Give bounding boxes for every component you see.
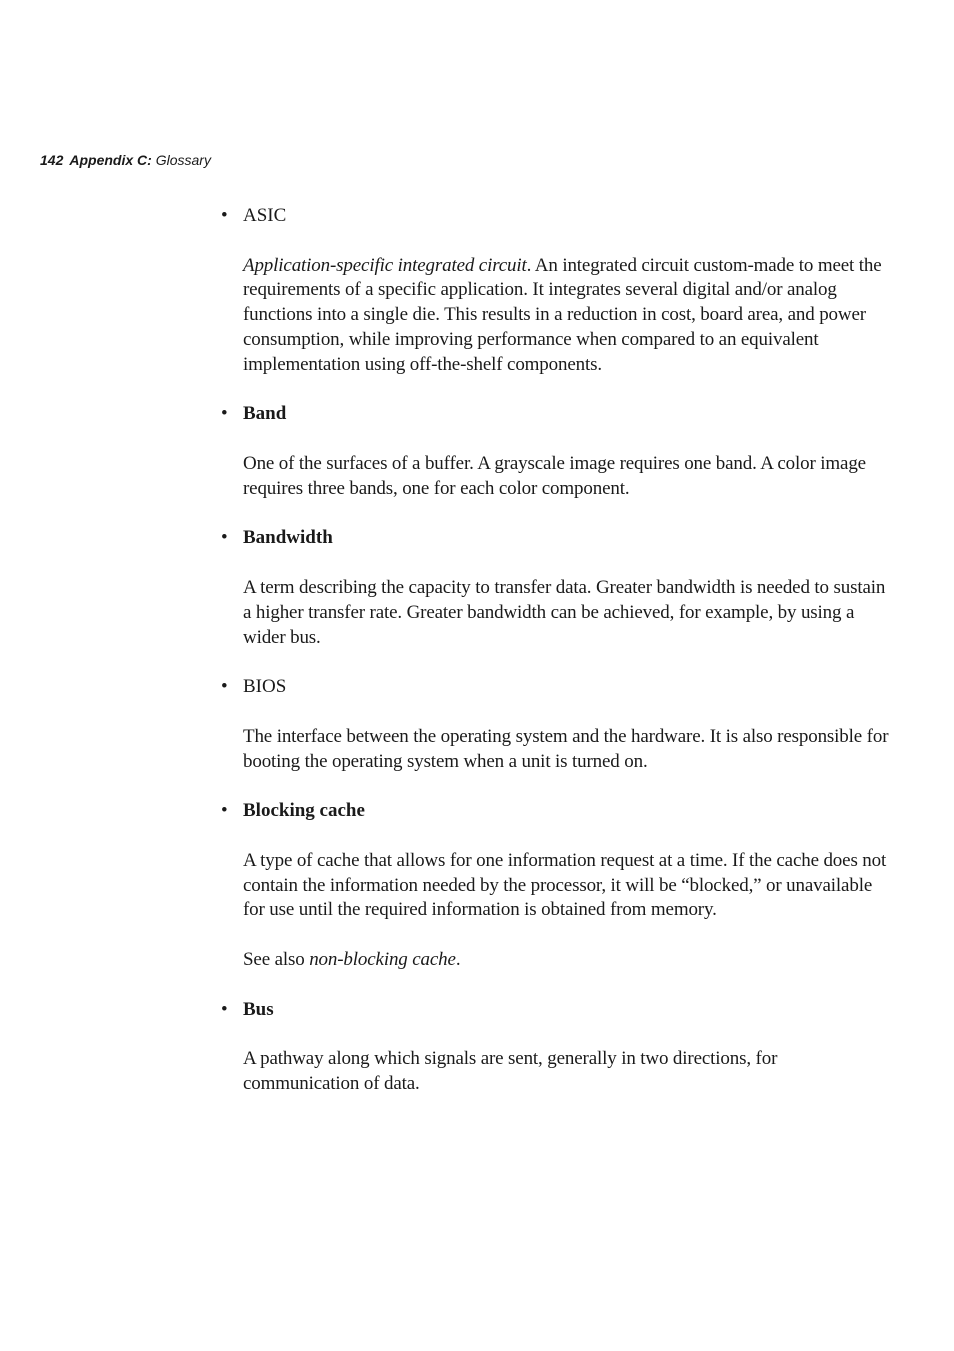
bullet: •	[221, 676, 228, 698]
bullet: •	[221, 998, 228, 1020]
term-bandwidth: Bandwidth	[243, 527, 333, 549]
glossary-entries	[221, 204, 891, 1097]
glossary-term	[221, 675, 891, 700]
term-bus: Bus	[243, 998, 274, 1020]
bullet: •	[221, 527, 228, 549]
chapter-label: Appendix C:	[69, 152, 152, 168]
bullet: •	[221, 205, 228, 226]
definition-band: One of the surfaces of a buffer. A grayscale image requires one band. A color image requires three bands, one for each color component.	[243, 452, 866, 499]
definition-bandwidth: A term describing the capacity to transfer data. Greater bandwidth is needed to sustain a higher transfer rate. Greater bandwidth can be achieved, for example, by using a wider bus.	[243, 576, 886, 648]
running-head	[40, 151, 211, 169]
glossary-term	[221, 402, 891, 427]
glossary-term	[221, 526, 891, 551]
definition-italic: Application-specific integrated circuit	[243, 254, 527, 276]
glossary-term	[221, 998, 891, 1023]
bullet: •	[221, 800, 228, 822]
glossary-term	[221, 799, 891, 824]
section-title: Glossary	[155, 152, 211, 168]
term-band: Band	[243, 403, 287, 425]
definition-blocking-cache: A type of cache that allows for one information request at a time. If the cache does not contain the information needed by the processor, it will be “blocked,” or unavailable for use until the required information is obtained from memory.	[243, 849, 887, 921]
see-also-prefix: See also	[243, 948, 310, 970]
see-also	[221, 948, 891, 973]
definition-bios: The interface between the operating system and the hardware. It is also responsible for booting the operating system when a unit is turned on.	[243, 725, 889, 772]
term-bios: BIOS	[243, 676, 287, 698]
definition-asic	[221, 254, 891, 378]
definition-text: . An integrated circuit custom-made to meet the requirements of a specific application. It integrates several digital and/or analog functions into a single die. This results in a reduction in cost, board area, and power consumption, while improving performance when compared to an equivalent implementation using off-the-shelf components.	[243, 254, 882, 375]
term-asic: ASIC	[243, 205, 287, 226]
see-also-term: non-blocking cache	[309, 948, 456, 970]
term-blocking-cache: Blocking cache	[243, 800, 365, 822]
bullet: •	[221, 403, 228, 425]
glossary-term	[221, 204, 891, 229]
page-number: 142	[40, 152, 64, 168]
see-also-suffix: .	[455, 948, 461, 970]
definition-bus: A pathway along which signals are sent, generally in two directions, for communication of data.	[243, 1048, 778, 1094]
